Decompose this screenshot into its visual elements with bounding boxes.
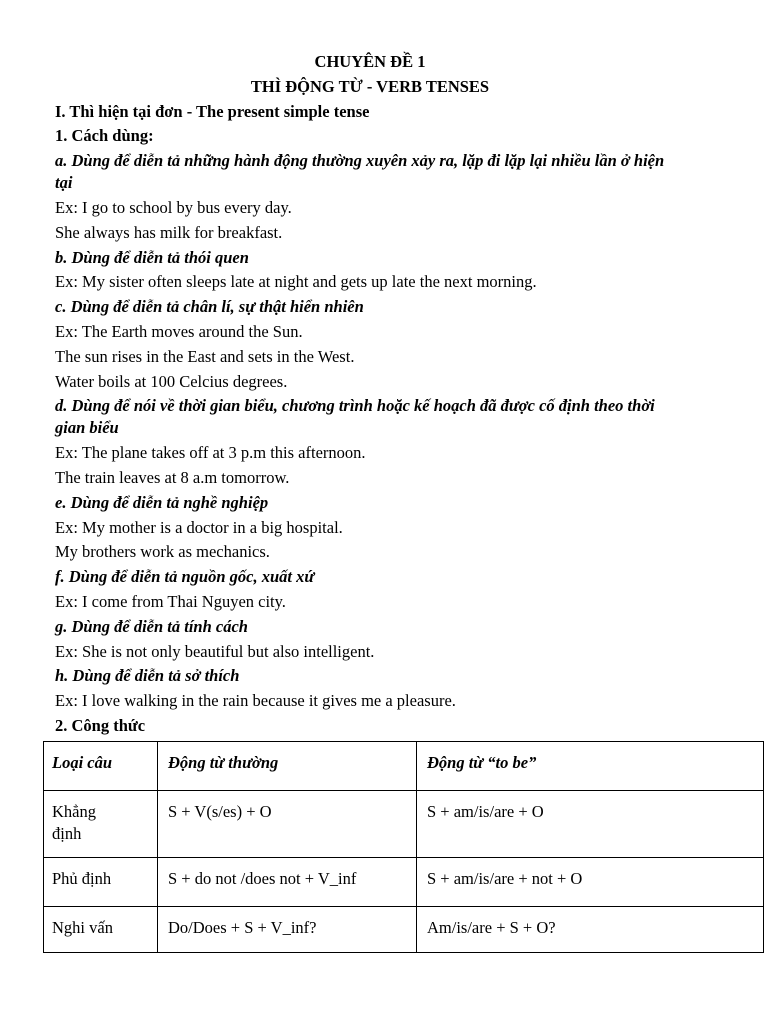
document-subtitle: THÌ ĐỘNG TỪ - VERB TENSES bbox=[250, 76, 490, 96]
usage-c-example: Ex: The Earth moves around the Sun. bbox=[55, 321, 303, 341]
row-affirmative-label: Khẳng định bbox=[44, 791, 158, 858]
usage-d-example: Ex: The plane takes off at 3 p.m this afternoon. bbox=[55, 443, 366, 463]
usage-d-heading: d. Dùng để nói về thời gian biểu, chương trình hoặc kế hoạch đã được cố định theo thời gian biểu bbox=[55, 396, 655, 438]
section-heading: I. Thì hiện tại đơn - The present simple tense bbox=[55, 101, 370, 121]
usage-c-heading: c. Dùng để diễn tả chân lí, sự thật hiển nhiên bbox=[55, 297, 364, 317]
header-to-be-verb: Động từ “to be” bbox=[417, 742, 764, 791]
usage-a-example: Ex: I go to school by bus every day. bbox=[55, 197, 292, 217]
usage-b-heading: b. Dùng để diễn tả thói quen bbox=[55, 247, 249, 267]
usage-e-example: Ex: My mother is a doctor in a big hospital. bbox=[55, 517, 343, 537]
header-regular-verb: Động từ thường bbox=[158, 742, 417, 791]
document-body bbox=[55, 51, 685, 740]
row-question-label: Nghi vấn bbox=[44, 907, 158, 953]
usage-d-example: The train leaves at 8 a.m tomorrow. bbox=[55, 467, 290, 487]
row-question-to-be: Am/is/are + S + O? bbox=[417, 907, 764, 953]
usage-a-example: She always has milk for breakfast. bbox=[55, 222, 283, 242]
usage-c-example: The sun rises in the East and sets in the West. bbox=[55, 346, 355, 366]
document-title: CHUYÊN ĐỀ 1 bbox=[314, 52, 426, 71]
row-negative-label: Phủ định bbox=[44, 858, 158, 907]
row-negative-to-be: S + am/is/are + not + O bbox=[417, 858, 764, 907]
row-negative-regular: S + do not /does not + V_inf bbox=[158, 858, 417, 907]
formula-table bbox=[43, 741, 764, 953]
usage-h-example: Ex: I love walking in the rain because it gives me a pleasure. bbox=[55, 691, 456, 711]
header-sentence-type: Loại câu bbox=[44, 742, 158, 791]
usage-f-example: Ex: I come from Thai Nguyen city. bbox=[55, 591, 286, 611]
usage-g-heading: g. Dùng để diễn tả tính cách bbox=[55, 616, 248, 636]
table-row bbox=[44, 858, 764, 907]
table-row bbox=[44, 791, 764, 858]
table-row bbox=[44, 907, 764, 953]
usage-heading: 1. Cách dùng: bbox=[55, 126, 154, 146]
usage-a-heading: a. Dùng để diễn tả những hành động thường xuyên xảy ra, lặp đi lặp lại nhiều lần ở hiện tại bbox=[55, 151, 665, 193]
row-affirmative-to-be: S + am/is/are + O bbox=[417, 791, 764, 858]
usage-g-example: Ex: She is not only beautiful but also intelligent. bbox=[55, 641, 375, 661]
usage-f-heading: f. Dùng để diễn tả nguồn gốc, xuất xứ bbox=[55, 567, 315, 587]
formula-heading: 2. Công thức bbox=[55, 715, 146, 735]
usage-c-example: Water boils at 100 Celcius degrees. bbox=[55, 371, 288, 391]
usage-e-example: My brothers work as mechanics. bbox=[55, 542, 270, 562]
row-question-regular: Do/Does + S + V_inf? bbox=[158, 907, 417, 953]
usage-h-heading: h. Dùng để diễn tả sở thích bbox=[55, 666, 240, 686]
usage-b-example: Ex: My sister often sleeps late at night and gets up late the next morning. bbox=[55, 272, 537, 292]
usage-e-heading: e. Dùng để diễn tả nghề nghiệp bbox=[55, 492, 269, 512]
row-affirmative-regular: S + V(s/es) + O bbox=[158, 791, 417, 858]
table-header-row bbox=[44, 742, 764, 791]
